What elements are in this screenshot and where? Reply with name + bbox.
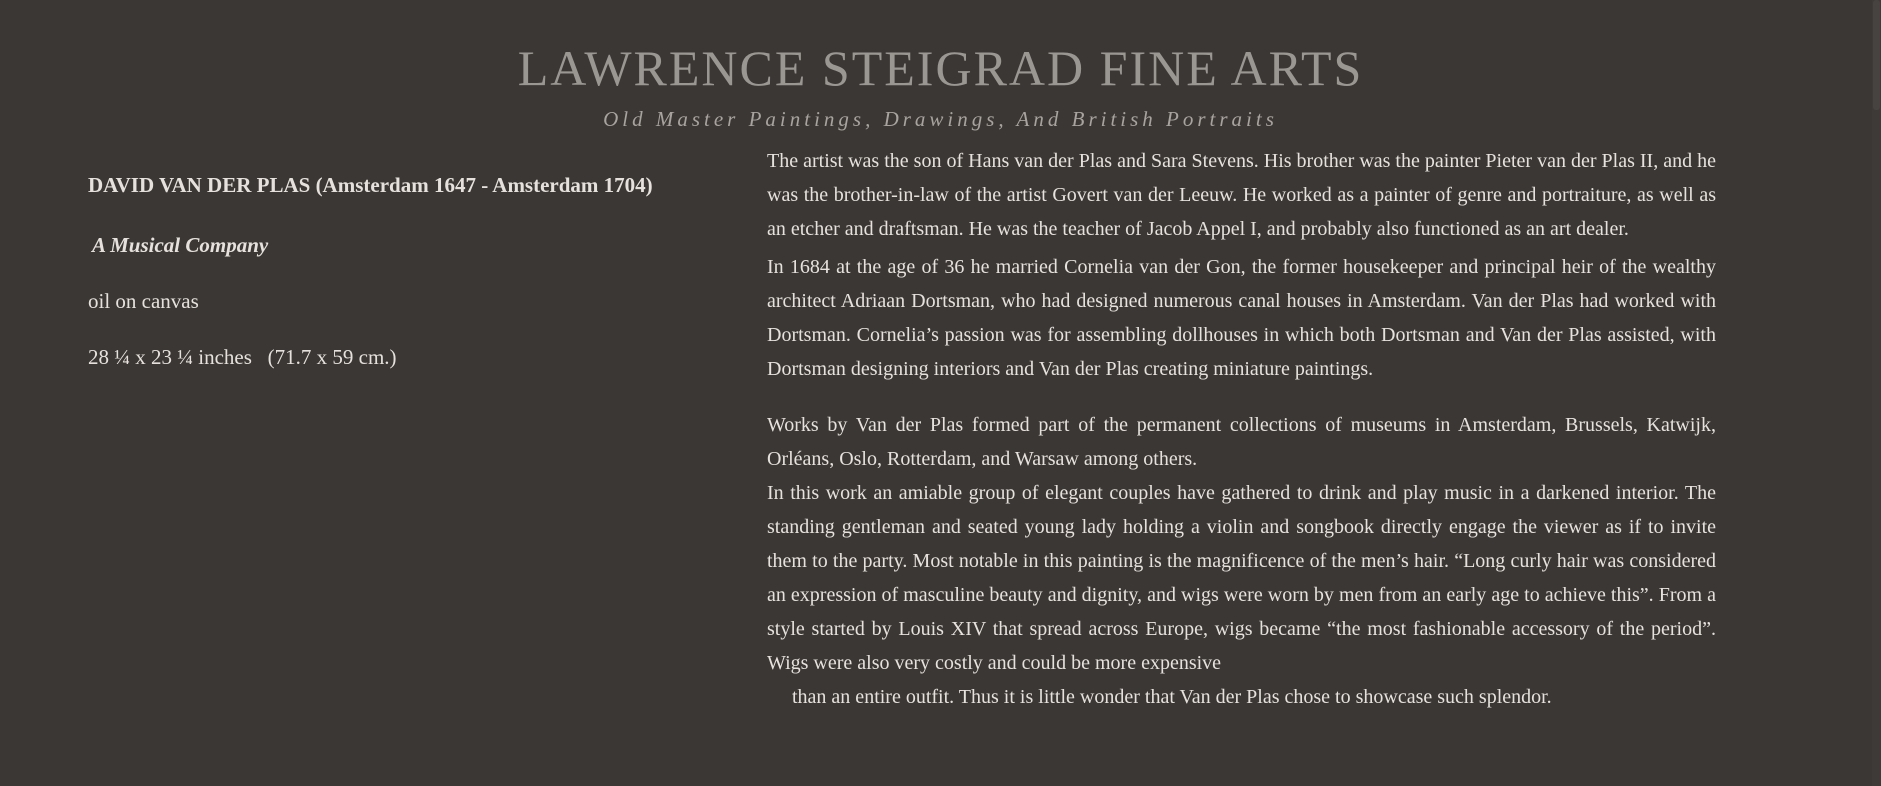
artwork-dimensions: 28 ¼ x 23 ¼ inches (71.7 x 59 cm.) [88, 345, 397, 369]
artwork-medium: oil on canvas [88, 289, 199, 313]
description-paragraph: In 1684 at the age of 36 he married Cornelia van der Gon, the former housekeeper and principal heir of the wealthy architect Adriaan Dortsman, who had designed numerous canal houses in Amsterdam. Van der Plas had worked with Dortsman. Cornelia’s passion was for assembling dollhouses in which both Dortsman and Van der Plas assisted, with Dortsman designing interiors and Van der Plas creating miniature paintings. [767, 256, 1716, 380]
artwork-details [88, 170, 708, 372]
site-tagline: Old Master Paintings, Drawings, And British Portraits [603, 107, 1278, 131]
artist-dates: (Amsterdam 1647 - Amsterdam 1704) [310, 173, 653, 197]
description-paragraph-end: than an entire outfit. Thus it is little wonder that Van der Plas chose to showcase such splendor. [792, 686, 1552, 708]
description-paragraph: In this work an amiable group of elegant couples have gathered to drink and play music in a darkened interior. The standing gentleman and seated young lady holding a violin and songbook directly engage the viewer as if to invite them to the party. Most notable in this painting is the magnificence of the men’s hair. “Long curly hair was considered an expression of masculine beauty and dignity, and wigs were worn by men from an early age to achieve this”. From a style started by Louis XIV that spread across Europe, wigs became “the most fashionable accessory of the period”. Wigs were also very costly and could be more expensive [767, 482, 1716, 674]
scrollbar-thumb[interactable] [1873, 0, 1880, 110]
description-paragraph: The artist was the son of Hans van der Plas and Sara Stevens. His brother was the painter Pieter van der Plas II, and he was the brother-in-law of the artist Govert van der Leeuw. He worked as a painter of genre and portraiture, as well as an etcher and draftsman. He was the teacher of Jacob Appel I, and probably also functioned as an art dealer. [767, 150, 1716, 240]
artist-line [88, 170, 708, 200]
artist-name: DAVID VAN DER PLAS [88, 173, 311, 197]
artwork-title: A Musical Company [92, 233, 269, 257]
artwork-description [767, 144, 1716, 714]
site-title[interactable]: LAWRENCE STEIGRAD FINE ARTS [517, 40, 1364, 96]
description-paragraph: Works by Van der Plas formed part of the permanent collections of museums in Amsterdam, Brussels, Katwijk, Orléans, Oslo, Rotterdam, and Warsaw among others. [767, 414, 1716, 470]
page-scrollbar[interactable] [1872, 0, 1881, 786]
